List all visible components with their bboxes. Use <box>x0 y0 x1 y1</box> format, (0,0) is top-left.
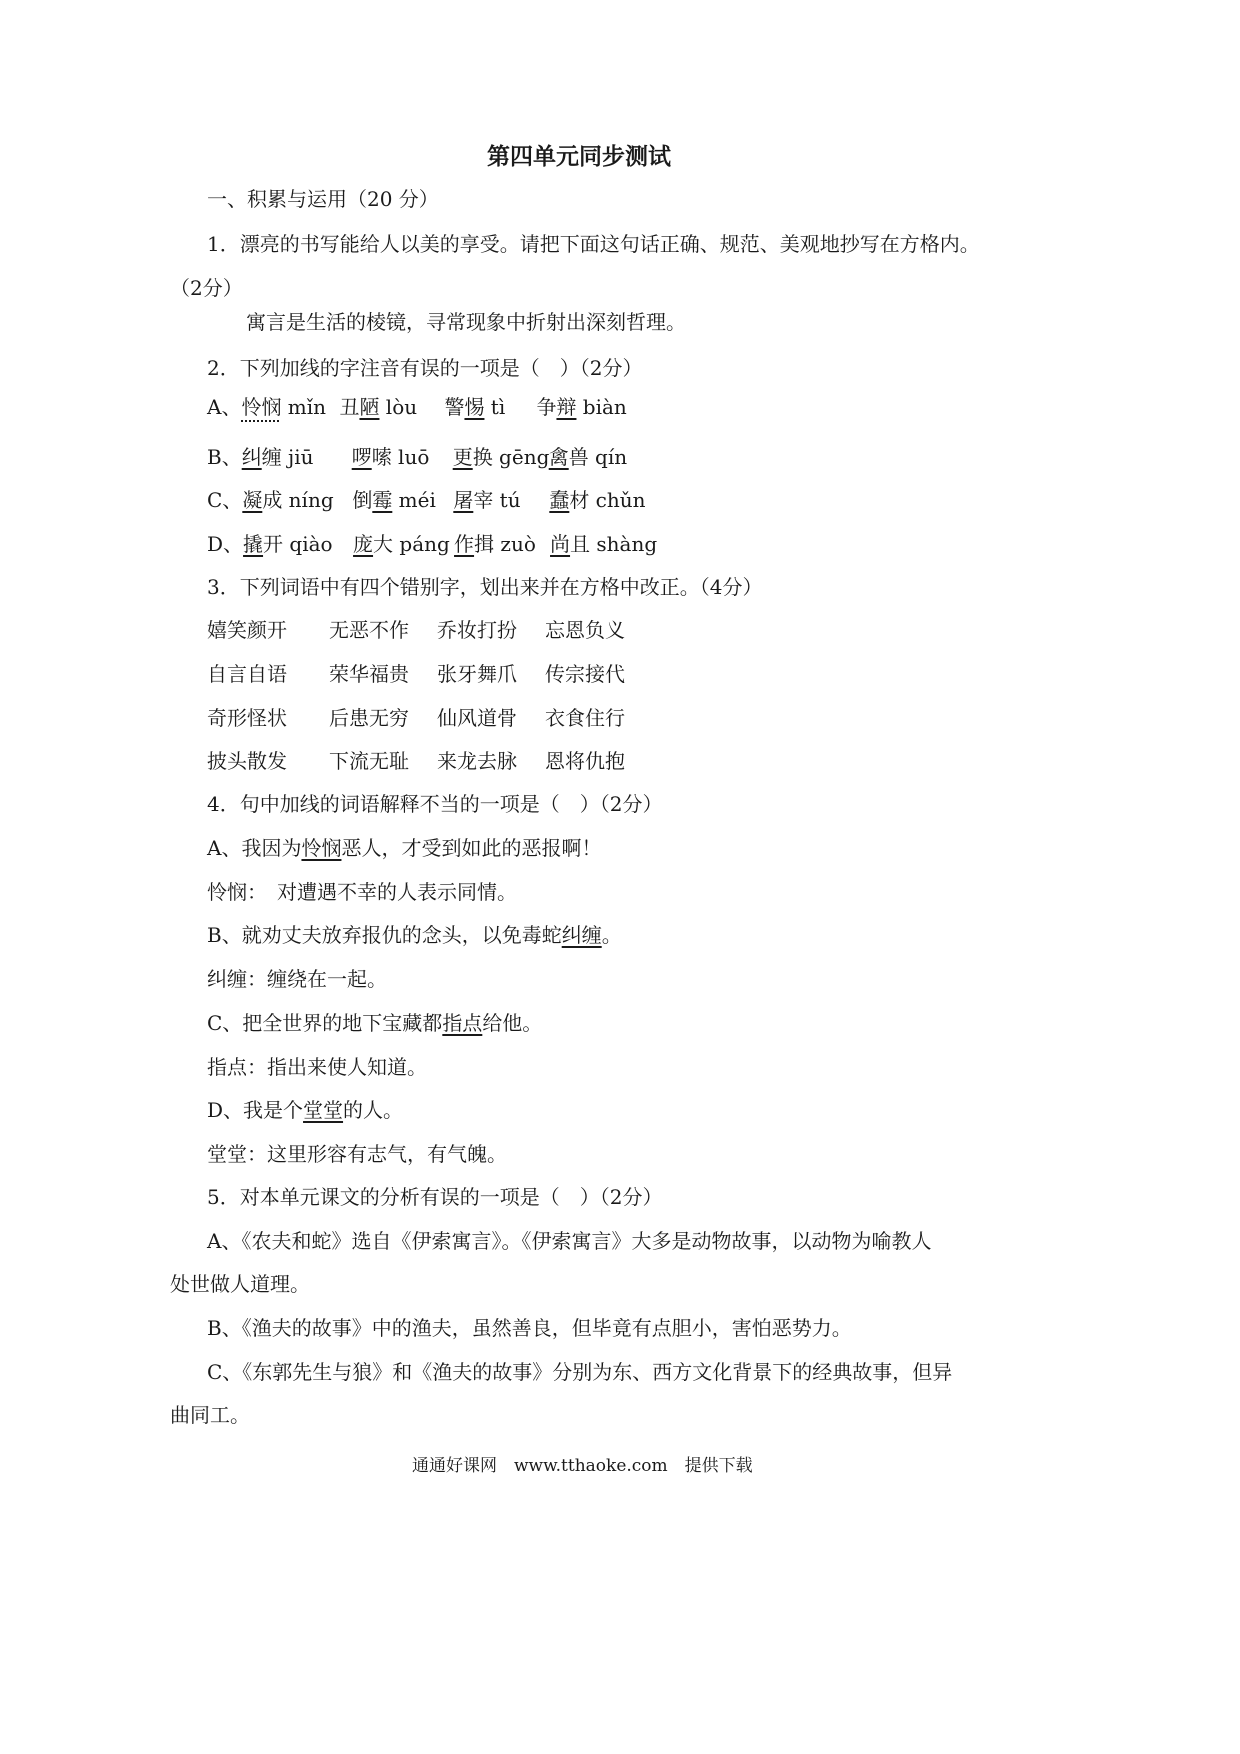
word-cell: 来龙去脉 <box>437 749 517 773</box>
copy-sentence: 寓言是生活的棱镜，寻常现象中折射出深刻哲理。 <box>246 310 686 334</box>
question-5: 5．对本单元课文的分析有误的一项是（ ）（2分） <box>207 1185 663 1209</box>
option-label: B、 <box>207 445 242 469</box>
pinyin: qín <box>588 445 628 469</box>
q2-option-b <box>207 447 627 467</box>
underlined-char: 纠 <box>241 445 262 469</box>
word-cell: 无恶不作 <box>329 618 409 642</box>
q5-option-c-cont: 曲同工。 <box>170 1403 250 1427</box>
char: 材 <box>569 488 590 512</box>
q5-option-b: B、《渔夫的故事》中的渔夫，虽然善良，但毕竟有点胆小，害怕恶势力。 <box>207 1316 852 1340</box>
word-cell: 忘恩负义 <box>545 618 625 642</box>
sentence-text: 恶人，才受到如此的恶报啊！ <box>341 836 602 860</box>
char: 嗦 <box>371 445 392 469</box>
underlined-char: 更 <box>452 445 473 469</box>
underlined-char: 辩 <box>556 395 577 419</box>
sentence-text: 的人。 <box>343 1098 404 1122</box>
q4-definition-b: 纠缠：缠绕在一起。 <box>207 967 387 991</box>
underlined-char: 凝 <box>242 488 263 512</box>
char: 兽 <box>568 445 589 469</box>
char: 成 <box>262 488 283 512</box>
pinyin: níng <box>282 488 334 512</box>
underlined-char: 蠢 <box>549 488 570 512</box>
q4-option-b <box>207 925 622 945</box>
underlined-char: 霉 <box>372 488 393 512</box>
word-cell: 后患无穷 <box>329 706 409 730</box>
underlined-word: 纠缠 <box>561 923 602 947</box>
page-footer: 通通好课网 www.tthaoke.com 提供下载 <box>412 1456 753 1476</box>
pinyin: qiào <box>283 532 333 556</box>
char: 警 <box>444 395 465 419</box>
word-cell: 乔妆打扮 <box>437 618 517 642</box>
pinyin: shàng <box>590 532 658 556</box>
word-cell: 奇形怪状 <box>207 706 287 730</box>
page-title: 第四单元同步测试 <box>487 144 671 170</box>
q4-definition-c: 指点：指出来使人知道。 <box>207 1055 427 1079</box>
word-cell: 衣食住行 <box>545 706 625 730</box>
pinyin: luō <box>391 445 430 469</box>
option-label: D、 <box>207 532 244 556</box>
underlined-word: 指点 <box>442 1011 483 1035</box>
underlined-char: 撬 <box>243 532 264 556</box>
dotted-word: 怜悯 <box>241 395 282 419</box>
underlined-char: 尚 <box>550 532 571 556</box>
pinyin: tì <box>484 395 506 419</box>
char: 丑 <box>339 395 360 419</box>
word-cell: 下流无耻 <box>329 749 409 773</box>
pinyin: mǐn <box>281 395 327 419</box>
char: 大 <box>373 532 394 556</box>
pinyin: chǔn <box>589 488 646 512</box>
word-cell: 披头散发 <box>207 749 287 773</box>
q4-option-a <box>207 838 601 858</box>
char: 且 <box>570 532 591 556</box>
q5-option-c: C、《东郭先生与狼》和《渔夫的故事》分别为东、西方文化背景下的经典故事，但异 <box>207 1360 953 1384</box>
pinyin: páng <box>393 532 450 556</box>
word-cell: 自言自语 <box>207 662 287 686</box>
pinyin: lòu <box>379 395 418 419</box>
q4-option-d <box>207 1100 403 1120</box>
q5-option-a: A、《农夫和蛇》选自《伊索寓言》。《伊索寓言》大多是动物故事，以动物为喻教人 <box>207 1229 932 1253</box>
pinyin: tú <box>493 488 521 512</box>
char: 开 <box>263 532 284 556</box>
char: 争 <box>536 395 557 419</box>
q2-option-c <box>207 490 646 510</box>
q2-option-a <box>207 397 627 417</box>
underlined-char: 庞 <box>353 532 374 556</box>
underlined-char: 啰 <box>351 445 372 469</box>
section-heading: 一、积累与运用（20 分） <box>207 187 439 211</box>
word-cell: 张牙舞爪 <box>437 662 517 686</box>
question-3: 3．下列词语中有四个错别字，划出来并在方格中改正。（4分） <box>207 575 763 599</box>
sentence-text: B、就劝丈夫放弃报仇的念头，以免毒蛇 <box>207 923 562 947</box>
word-cell: 荣华福贵 <box>329 662 409 686</box>
word-row <box>207 620 667 640</box>
word-row <box>207 751 667 771</box>
sentence-text: D、我是个 <box>207 1098 304 1122</box>
underlined-char: 陋 <box>359 395 380 419</box>
sentence-text: C、把全世界的地下宝藏都 <box>207 1011 443 1035</box>
question-4: 4．句中加线的词语解释不当的一项是（ ）（2分） <box>207 792 663 816</box>
underlined-char: 惕 <box>464 395 485 419</box>
word-cell: 传宗接代 <box>545 662 625 686</box>
q5-option-a-cont: 处世做人道理。 <box>170 1272 310 1296</box>
pinyin: jiū <box>281 445 314 469</box>
pinyin: biàn <box>576 395 627 419</box>
char: 倒 <box>352 488 373 512</box>
pinyin: zuò <box>494 532 536 556</box>
word-cell: 嬉笑颜开 <box>207 618 287 642</box>
q4-definition-a: 怜悯： 对遭遇不幸的人表示同情。 <box>207 880 517 904</box>
underlined-word: 堂堂 <box>303 1098 344 1122</box>
pinyin: gēng <box>492 445 550 469</box>
pinyin: méi <box>392 488 436 512</box>
underlined-word: 怜悯 <box>301 836 342 860</box>
q2-option-d <box>207 534 657 554</box>
word-row <box>207 708 667 728</box>
option-label: C、 <box>207 488 243 512</box>
word-cell: 恩将仇抱 <box>545 749 625 773</box>
option-label: A、 <box>207 395 242 419</box>
underlined-char: 禽 <box>548 445 569 469</box>
char: 缠 <box>261 445 282 469</box>
question-2: 2．下列加线的字注音有误的一项是（ ）（2分） <box>207 356 643 380</box>
underlined-char: 屠 <box>453 488 474 512</box>
underlined-char: 作 <box>454 532 475 556</box>
sentence-text: 给他。 <box>482 1011 543 1035</box>
char: 宰 <box>473 488 494 512</box>
question-1-score: （2分） <box>170 276 243 300</box>
sentence-text: 。 <box>601 923 622 947</box>
q4-definition-d: 堂堂：这里形容有志气，有气魄。 <box>207 1142 507 1166</box>
word-row <box>207 664 667 684</box>
question-1: 1．漂亮的书写能给人以美的享受。请把下面这句话正确、规范、美观地抄写在方格内。 <box>207 232 980 256</box>
char: 揖 <box>474 532 495 556</box>
char: 换 <box>472 445 493 469</box>
word-cell: 仙风道骨 <box>437 706 517 730</box>
q4-option-c <box>207 1013 542 1033</box>
sentence-text: A、我因为 <box>207 836 302 860</box>
